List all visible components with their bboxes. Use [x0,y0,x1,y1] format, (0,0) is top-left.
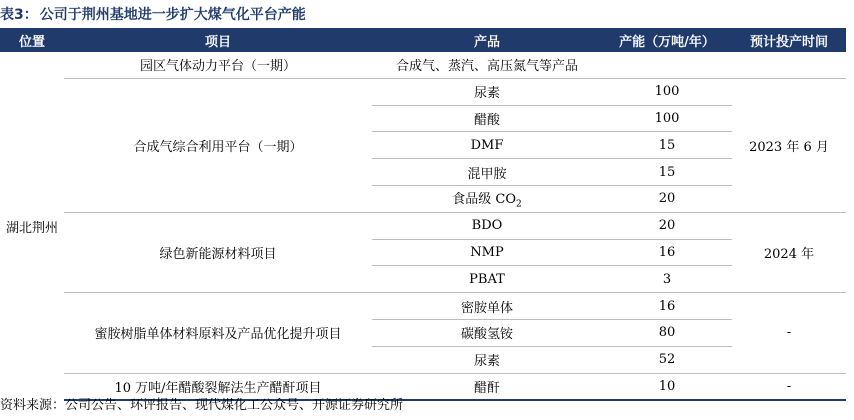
capacity-cell: 15 [602,159,732,186]
capacity-cell: 100 [602,105,732,132]
product-cell: DMF [372,132,602,159]
capacity-cell: 10 [602,373,732,400]
capacity-cell [602,52,732,78]
start-time-cell: 2024 年 [732,212,846,292]
start-time-cell: - [732,293,846,373]
table-row [0,52,846,78]
project-cell: 10 万吨/年醋酸裂解法生产醋酐项目 [64,373,372,400]
table-title-text: 公司于荆州基地进一步扩大煤气化平台产能 [39,7,306,23]
product-name: 食品级 CO [452,192,516,208]
product-cell: 尿素 [372,78,602,105]
product-cell: 尿素 [372,346,602,373]
capacity-cell: 80 [602,319,732,346]
product-cell: BDO [372,212,602,239]
start-time-cell [732,52,846,78]
product-cell: 碳酸氢铵 [372,319,602,346]
header-project: 项目 [64,28,372,52]
subscript: 2 [516,199,522,210]
start-time-cell: 2023 年 6 月 [732,78,846,212]
product-cell: 混甲胺 [372,159,602,186]
header-product: 产品 [372,28,602,52]
location-cell: 湖北荆州 [5,220,58,236]
project-cell: 蜜胺树脂单体材料原料及产品优化提升项目 [64,293,372,373]
product-cell: PBAT [372,266,602,293]
capacity-cell: 20 [602,212,732,239]
product-cell: 醋酸 [372,105,602,132]
header-capacity: 产能（万吨/年） [602,28,732,52]
header-row [0,28,846,52]
project-cell: 合成气综合利用平台（一期） [64,78,372,212]
table-title [0,4,306,26]
table-row [0,293,846,320]
table-row [0,212,846,239]
header-location: 位置 [0,28,64,52]
product-cell [372,185,602,212]
product-cell: 醋酐 [372,373,602,400]
product-cell: NMP [372,239,602,266]
product-cell: 合成气、蒸汽、高压氮气等产品 [372,52,602,78]
capacity-cell: 20 [602,185,732,212]
capacity-cell: 100 [602,78,732,105]
start-time-cell: - [732,373,846,400]
capacity-cell: 16 [602,293,732,320]
capacity-cell: 15 [602,132,732,159]
header-start-time: 预计投产时间 [732,28,846,52]
project-cell: 绿色新能源材料项目 [64,212,372,292]
project-cell: 园区气体动力平台（一期） [64,52,372,78]
capacity-table [0,28,846,401]
product-cell: 密胺单体 [372,293,602,320]
capacity-cell: 3 [602,266,732,293]
source-note: 资料来源：公司公告、环评报告、现代煤化工公众号、开源证券研究所 [0,398,404,413]
capacity-cell: 52 [602,346,732,373]
table-row [0,78,846,105]
capacity-cell: 16 [602,239,732,266]
table-number: 表3： [0,7,38,23]
